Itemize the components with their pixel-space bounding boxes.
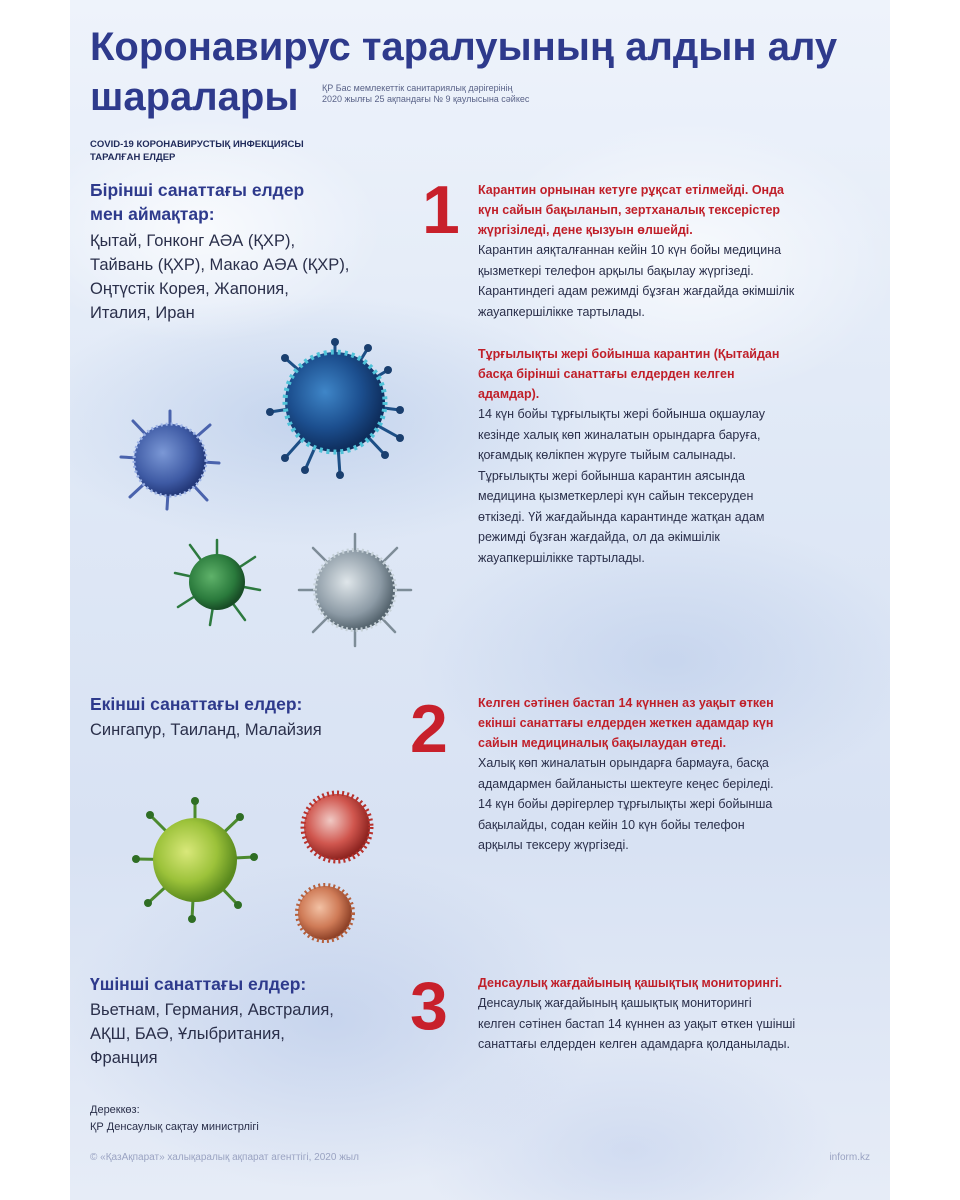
covid-heading-line-1: COVID-19 КОРОНАВИРУСТЫҚ ИНФЕКЦИЯСЫ [90, 139, 304, 150]
measure-1-body-line: қызметкері телефон арқылы бақылау жүргізеді. [478, 263, 754, 278]
category-3-countries [90, 998, 334, 1070]
category-2-countries [90, 718, 322, 742]
category-1-countries [90, 229, 349, 325]
category-3-countries-line-3: Франция [90, 1049, 158, 1067]
measure-1b-body [478, 404, 873, 568]
measure-1b-body-line: режимді бұзған жағдайда, ол да әкімшілік [478, 530, 720, 544]
measure-1-body-line: Карантиндегі адам режимді бұзған жағдайда әкімшілік [478, 284, 795, 298]
step-number-1: 1 [422, 172, 460, 248]
covid-heading [90, 138, 390, 164]
measure-3 [478, 973, 873, 1055]
measure-2-body-line: Халық көп жиналатын орындарға бармауға, басқа [478, 756, 769, 770]
measure-1b-heading-line: адамдар). [478, 387, 540, 401]
measure-2-heading-line: екінші санаттағы елдерден жеткен адамдар күн [478, 716, 774, 730]
source-value: ҚР Денсаулық сақтау министрлігі [90, 1121, 259, 1133]
category-3-countries-line-1: Вьетнам, Германия, Австралия, [90, 1001, 334, 1019]
page-title [90, 22, 880, 122]
grey-virus-icon [295, 530, 415, 650]
measure-1-heading [478, 180, 873, 240]
measure-3-heading [478, 973, 873, 993]
measure-1-body [478, 240, 873, 322]
measure-1b-heading-line: басқа бірінші санаттағы елдерден келген [478, 367, 735, 381]
measure-1b-body-line: өткізеді. Үй жағдайында карантинде жатқан адам [478, 509, 765, 524]
measure-1b-body-line: медицина қызметкерлері күн сайын тексеруден [478, 489, 754, 503]
infographic-poster [70, 0, 890, 1200]
measure-2-body-line: арқылы тексеру жүргізеді. [478, 838, 629, 852]
teal-virus-icon [260, 330, 410, 490]
blue-virus-icon [115, 405, 225, 515]
measure-1-body-line: жауапкершілікке тартылады. [478, 304, 645, 319]
measure-2-heading [478, 693, 873, 753]
measure-2-body [478, 753, 873, 856]
title-line-1: Коронавирус таралуының алдын алу [90, 25, 838, 69]
measure-3-body [478, 993, 873, 1055]
measure-2-body-line: бақылайды, содан кейін 10 күн бойы телефон [478, 817, 745, 832]
measure-2-body-line: 14 күн бойы дәрігерлер тұрғылықты жері бойынша [478, 797, 773, 811]
measure-2-heading-line: Келген сәтінен бастап 14 күннен аз уақыт өткен [478, 696, 774, 710]
red-virus-icon [298, 788, 376, 866]
measure-1-body-line: Карантин аяқталғаннан кейін 10 күн бойы медицина [478, 243, 782, 257]
orange-virus-icon [292, 880, 358, 946]
step-number-3: 3 [410, 968, 448, 1044]
category-1-title [90, 178, 304, 226]
measure-1b-body-line: кезінде халық көп жиналатын орындарға баруға, [478, 427, 761, 442]
measure-1b-body-line: қоғамдық көлікпен жүруге тыйым салынады. [478, 448, 737, 462]
category-3-title-line-1: Үшінші санаттағы елдер: [90, 974, 307, 994]
source-label: Дереккөз: [90, 1104, 140, 1116]
footer-site-link[interactable]: inform.kz [829, 1152, 870, 1163]
measure-1-heading-line: Карантин орнынан кетуге рұқсат етілмейді. Онда [478, 183, 784, 197]
measure-1b-body-line: жауапкершілікке тартылады. [478, 550, 645, 565]
measure-3-body-line: санаттағы елдерден келген адамдарға қолданылады. [478, 1037, 791, 1051]
category-1-title-line-1: Бірінші санаттағы елдер [90, 180, 305, 200]
measure-1b-body-line: 14 күн бойы тұрғылықты жері бойынша оқшаулау [478, 407, 765, 421]
measure-1b-heading [478, 344, 873, 404]
measure-1 [478, 180, 873, 322]
measure-2-body-line: адамдармен байланысты шектеуге кеңес беріледі. [478, 776, 774, 791]
measure-3-body-line: келген сәтінен бастап 14 күннен аз уақыт өткен үшінші [478, 1016, 796, 1031]
category-3-title [90, 972, 306, 996]
title-line-2: шаралары [90, 75, 299, 119]
measure-1b-heading-line: Тұрғылықты жері бойынша карантин (Қытайдан [478, 347, 780, 361]
green-virus-icon [170, 535, 265, 630]
measure-2 [478, 693, 873, 856]
step-number-2: 2 [410, 691, 448, 767]
category-1-countries-line-3: Оңтүстік Корея, Жапония, [90, 280, 289, 298]
category-2-countries-line-1: Сингапур, Таиланд, Малайзия [90, 721, 322, 739]
footer [90, 1152, 870, 1163]
category-2-title-line-1: Екінші санаттағы елдер: [90, 694, 303, 714]
category-1-countries-line-1: Қытай, Гонконг АӘА (ҚХР), [90, 232, 296, 250]
category-1-title-line-2: мен аймақтар: [90, 204, 215, 224]
subtitle-line-2: 2020 жылғы 25 ақпандағы № 9 қаулысына сәйкес [322, 94, 530, 104]
measure-2-heading-line: сайын медициналық бақылаудан өтеді. [478, 736, 727, 750]
subtitle-line-1: ҚР Бас мемлекеттік санитариялық дәрігерінің [322, 83, 513, 93]
category-3-countries-line-2: АҚШ, БАӘ, Ұлыбритания, [90, 1025, 285, 1043]
measure-3-body-line: Денсаулық жағдайының қашықтық мониторингі [478, 996, 752, 1010]
measure-3-heading-line: Денсаулық жағдайының қашықтық мониторингі. [478, 976, 783, 990]
lime-virus-icon [130, 795, 260, 925]
category-1-countries-line-4: Италия, Иран [90, 304, 195, 322]
category-1-countries-line-2: Тайвань (ҚХР), Макао АӘА (ҚХР), [90, 256, 350, 274]
footer-copyright: © «ҚазАқпарат» халықаралық ақпарат агенттігі, 2020 жыл [90, 1152, 359, 1163]
measure-1-heading-line: жүргізіледі, дене қызуын өлшейді. [478, 223, 693, 237]
measure-1b [478, 344, 873, 568]
covid-heading-line-2: ТАРАЛҒАН ЕЛДЕР [90, 152, 176, 163]
measure-1b-body-line: Тұрғылықты жері бойынша карантин аясында [478, 468, 745, 483]
measure-1-heading-line: күн сайын бақыланып, зертханалық тексерістер [478, 203, 781, 217]
subtitle [322, 83, 642, 105]
category-2-title [90, 692, 302, 716]
